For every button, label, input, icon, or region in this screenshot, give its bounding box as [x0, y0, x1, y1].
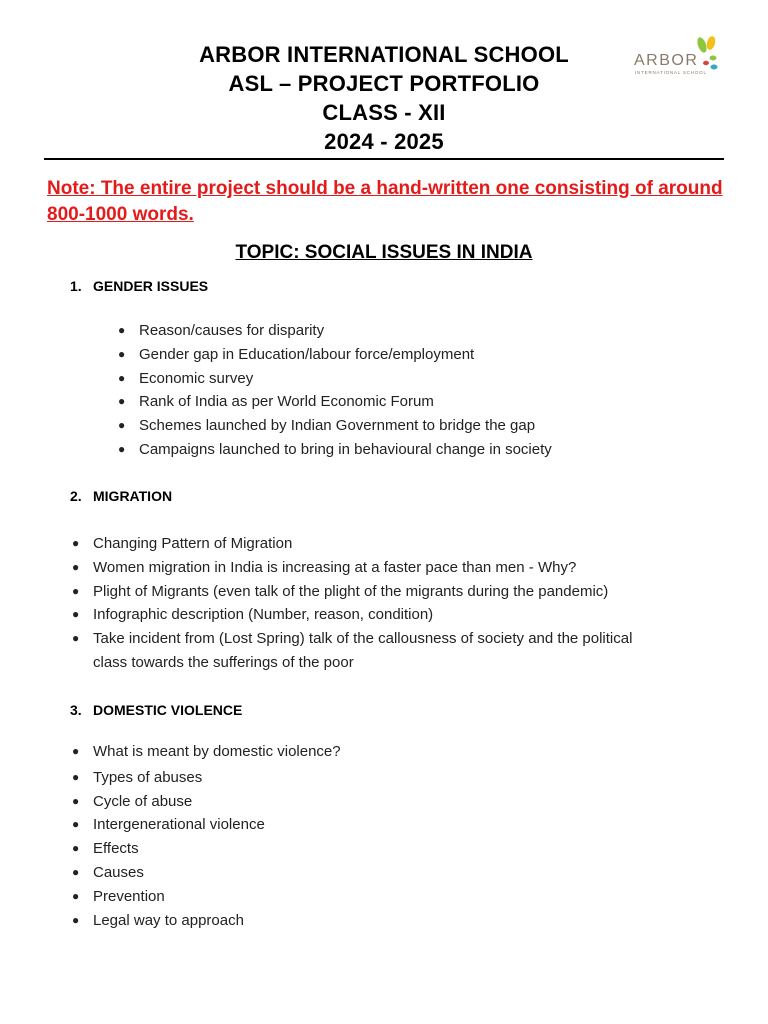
list-item: ● Rank of India as per World Economic Forum — [139, 390, 739, 414]
list-item: ● Causes — [93, 861, 723, 885]
list-item: ● Reason/causes for disparity — [139, 319, 739, 343]
bullet-icon: ● — [118, 370, 126, 385]
list-item: ● Campaigns launched to bring in behavioural change in society — [139, 438, 739, 462]
bullet-icon: ● — [72, 536, 80, 550]
bullet-icon: ● — [72, 631, 80, 646]
bullet-icon: ● — [118, 323, 126, 337]
note-text: Note: The entire project should be a hand-written one consisting of around 800-1000 words. — [47, 178, 723, 225]
list-item: ● Plight of Migrants (even talk of the plight of the migrants during the pandemic) — [93, 580, 723, 604]
bullet-icon: ● — [72, 841, 80, 856]
bullet-icon: ● — [72, 888, 80, 903]
bullet-icon: ● — [118, 394, 126, 409]
section-number: 2. — [70, 488, 82, 504]
academic-year: 2024 - 2025 — [324, 129, 444, 154]
bullet-icon: ● — [72, 583, 80, 598]
domestic-violence-list — [72, 740, 723, 932]
bullet-icon: ● — [72, 744, 80, 758]
header-divider — [44, 158, 724, 160]
bullet-icon: ● — [72, 912, 80, 927]
migration-list — [72, 532, 723, 675]
gender-issues-list — [118, 319, 739, 462]
list-item: ● Prevention — [93, 885, 723, 909]
list-item: ● Economic survey — [139, 367, 739, 391]
list-item: ● Cycle of abuse — [93, 790, 723, 814]
portfolio-title: ASL – PROJECT PORTFOLIO — [228, 71, 540, 96]
bullet-icon: ● — [72, 817, 80, 832]
list-item: ● Intergenerational violence — [93, 813, 723, 837]
list-item: ● Legal way to approach — [93, 909, 723, 933]
list-item: ● Schemes launched by Indian Government to bridge the gap — [139, 414, 739, 438]
list-item: ● Gender gap in Education/labour force/employment — [139, 343, 739, 367]
section-title: GENDER ISSUES — [93, 278, 209, 294]
bullet-icon: ● — [72, 769, 80, 784]
bullet-icon: ● — [72, 607, 80, 622]
bullet-icon: ● — [118, 418, 126, 433]
list-item: ● Changing Pattern of Migration — [93, 532, 723, 556]
list-item: ● Women migration in India is increasing at a faster pace than men - Why? — [93, 556, 723, 580]
list-item: ● Infographic description (Number, reason, condition) — [93, 603, 723, 627]
logo-subtext: INTERNATIONAL SCHOOL — [635, 70, 707, 75]
list-item: ● What is meant by domestic violence? — [93, 740, 723, 764]
list-item: ● Types of abuses — [93, 766, 723, 790]
section-title: MIGRATION — [93, 488, 173, 504]
bullet-icon: ● — [118, 441, 126, 456]
logo-text: ARBOR — [634, 52, 699, 69]
bullet-icon: ● — [72, 864, 80, 879]
class-label: CLASS - XII — [322, 100, 446, 125]
bullet-icon: ● — [118, 346, 126, 361]
section-number: 1. — [70, 278, 82, 294]
list-item: ● Take incident from (Lost Spring) talk of the callousness of society and the political class towards the sufferings of the poor — [93, 627, 668, 675]
section-title: DOMESTIC VIOLENCE — [93, 702, 243, 718]
topic-heading: TOPIC: SOCIAL ISSUES IN INDIA — [235, 242, 533, 263]
school-name: ARBOR INTERNATIONAL SCHOOL — [199, 42, 569, 67]
section-number: 3. — [70, 702, 82, 718]
list-item: ● Effects — [93, 837, 723, 861]
bullet-icon: ● — [72, 793, 80, 808]
school-logo — [618, 30, 738, 82]
bullet-icon: ● — [72, 559, 80, 574]
